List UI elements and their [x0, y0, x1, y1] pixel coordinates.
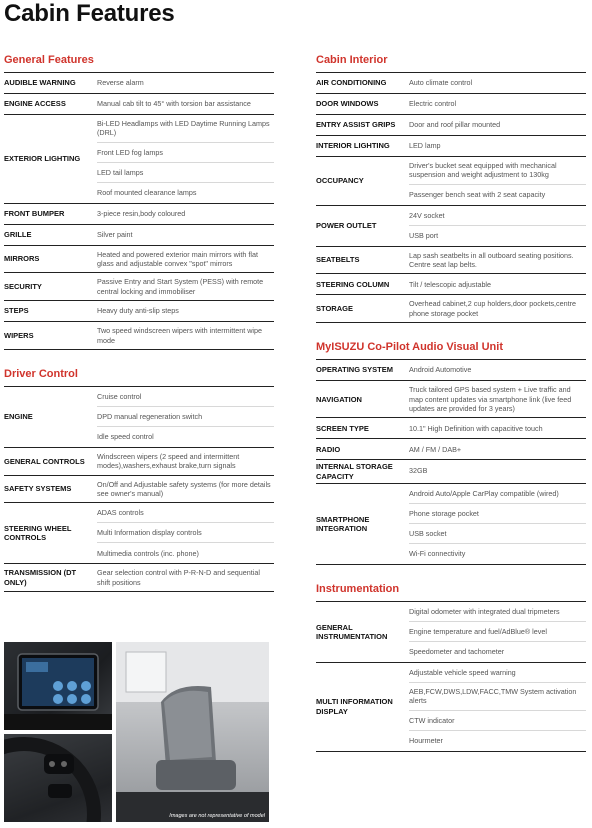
feature-label: INTERNAL STORAGE CAPACITY	[316, 462, 393, 481]
feature-label: SECURITY	[4, 282, 42, 292]
feature-values	[409, 73, 586, 93]
section-title: Cabin Interior	[316, 54, 586, 73]
feature-values	[97, 322, 274, 349]
feature-value: 10.1" High Definition with capacitive touch	[409, 423, 543, 433]
feature-row-general-controls	[4, 448, 274, 476]
feature-row-front-bumper	[4, 204, 274, 225]
feature-row-exterior-lighting	[4, 115, 274, 204]
feature-label: GENERAL CONTROLS	[4, 456, 85, 466]
feature-label: RADIO	[316, 444, 341, 454]
feature-value: On/Off and Adjustable safety systems (for more details see owner's manual)	[97, 479, 271, 498]
feature-value: Door and roof pillar mounted	[409, 120, 501, 130]
feature-values	[409, 136, 586, 156]
feature-row-audible-warning	[4, 73, 274, 94]
feature-value: Bi-LED Headlamps with LED Daytime Running Lamps (DRL)	[97, 115, 274, 143]
feature-value: CTW indicator	[409, 711, 586, 731]
feature-value: 24V socket	[409, 206, 586, 226]
feature-label: INTERIOR LIGHTING	[316, 141, 390, 151]
feature-value: Gear selection control with P-R-N-D and sequential shift positions	[97, 568, 260, 587]
feature-label: STEERING COLUMN	[316, 279, 390, 289]
feature-values	[409, 247, 586, 274]
feature-row-steering-column	[316, 274, 586, 295]
feature-values	[97, 94, 274, 114]
feature-values	[409, 381, 586, 417]
feature-value: Heated and powered exterior main mirrors with flat glass and adjustable convex "spot" mirrors	[97, 249, 258, 269]
feature-values	[97, 564, 274, 591]
feature-label: WIPERS	[4, 330, 34, 340]
feature-value: USB port	[409, 231, 439, 241]
infotainment-screen-image	[4, 642, 112, 730]
feature-values	[97, 204, 274, 224]
section-title: MyISUZU Co-Pilot Audio Visual Unit	[316, 341, 586, 360]
feature-value: Cruise control	[97, 387, 274, 407]
feature-value: 3-piece resin,body coloured	[97, 209, 186, 219]
feature-label: AIR CONDITIONING	[316, 78, 387, 88]
feature-value: Windscreen wipers (2 speed and intermittent modes),washers,exhaust brake,turn signals	[97, 451, 240, 471]
feature-label: ENGINE	[4, 412, 33, 422]
feature-value: Android Automotive	[409, 365, 472, 375]
feature-label: ENTRY ASSIST GRIPS	[316, 120, 396, 130]
feature-value: Digital odometer with integrated dual tripmeters	[409, 602, 586, 622]
feature-row-safety-systems	[4, 476, 274, 504]
feature-value: Speedometer and tachometer	[409, 647, 505, 657]
feature-label: FRONT BUMPER	[4, 209, 65, 219]
feature-value: AEB,FCW,DWS,LDW,FACC,TMW System activation alerts	[409, 683, 586, 711]
feature-row-door-windows	[316, 94, 586, 115]
feature-row-interior-lighting	[316, 136, 586, 157]
feature-values	[409, 663, 586, 751]
feature-value: Reverse alarm	[97, 78, 144, 88]
section-instrumentation	[316, 583, 586, 752]
feature-value: LED lamp	[409, 141, 441, 151]
feature-label: SAFETY SYSTEMS	[4, 484, 72, 494]
feature-values	[409, 94, 586, 114]
feature-row-multi-information-display	[316, 663, 586, 752]
section-title: Instrumentation	[316, 583, 586, 602]
section-title: Driver Control	[4, 368, 274, 387]
feature-label: EXTERIOR LIGHTING	[4, 154, 81, 164]
feature-values	[97, 476, 274, 503]
feature-label: ENGINE ACCESS	[4, 99, 66, 109]
feature-values	[97, 387, 274, 447]
feature-value: 32GB	[409, 465, 428, 475]
feature-label: TRANSMISSION (DT ONLY)	[4, 568, 77, 587]
feature-label: SMARTPHONE INTEGRATION	[316, 514, 370, 533]
left-column	[4, 54, 274, 610]
feature-value: Electric control	[409, 99, 457, 109]
feature-value: Truck tailored GPS based system + Live traffic and map content updates via smartphone link (live feed updates are provided for 3 years)	[409, 385, 572, 413]
feature-label: NAVIGATION	[316, 394, 362, 404]
feature-value: Multi Information display controls	[97, 523, 274, 543]
feature-value: Lap sash seatbelts in all outboard seating positions. Centre seat lap belts.	[409, 250, 574, 270]
photo-caption: Images are not representative of model	[169, 813, 265, 819]
feature-row-grille	[4, 225, 274, 246]
feature-values	[409, 418, 586, 438]
feature-value: ADAS controls	[97, 503, 274, 523]
feature-row-power-outlet	[316, 206, 586, 247]
feature-value: Overhead cabinet,2 cup holders,door pockets,centre phone storage pocket	[409, 299, 577, 318]
cabin-photos	[4, 642, 269, 822]
feature-value: LED tail lamps	[97, 163, 274, 183]
feature-row-radio	[316, 439, 586, 460]
feature-value: USB socket	[409, 524, 586, 544]
feature-value: Multimedia controls (inc. phone)	[97, 548, 199, 558]
feature-row-steps	[4, 301, 274, 322]
feature-values	[409, 360, 586, 380]
feature-row-engine-access	[4, 94, 274, 115]
feature-label: STORAGE	[316, 304, 353, 314]
feature-label: STEERING WHEEL CONTROLS	[4, 523, 72, 543]
feature-value: DPD manual regeneration switch	[97, 407, 274, 427]
feature-value: Wi-Fi connectivity	[409, 549, 466, 559]
feature-row-entry-assist-grips	[316, 115, 586, 136]
feature-values	[97, 301, 274, 321]
feature-values	[409, 460, 586, 483]
section-driver-control	[4, 368, 274, 592]
feature-row-internal-storage-capacity	[316, 460, 586, 484]
feature-value: Two speed windscreen wipers with intermittent wipe mode	[97, 326, 262, 345]
feature-values	[97, 448, 274, 475]
feature-row-security	[4, 273, 274, 301]
section-cabin-interior	[316, 54, 586, 323]
feature-value: Manual cab tilt to 45° with torsion bar assistance	[97, 99, 251, 109]
feature-row-transmission-dt-only	[4, 564, 274, 592]
feature-row-wipers	[4, 322, 274, 350]
right-column	[316, 54, 586, 770]
feature-row-mirrors	[4, 246, 274, 274]
feature-value: Tilt / telescopic adjustable	[409, 279, 492, 289]
feature-row-steering-wheel-controls	[4, 503, 274, 564]
feature-values	[409, 206, 586, 246]
feature-value: Auto climate control	[409, 78, 473, 88]
section-general-features	[4, 54, 274, 350]
section-title: General Features	[4, 54, 274, 73]
feature-row-seatbelts	[316, 247, 586, 275]
feature-value: Adjustable vehicle speed warning	[409, 663, 586, 683]
feature-label: AUDIBLE WARNING	[4, 78, 76, 88]
feature-label: OCCUPANCY	[316, 176, 364, 186]
page-title: Cabin Features	[4, 0, 175, 27]
feature-value: Idle speed control	[97, 432, 154, 442]
feature-values	[97, 273, 274, 300]
feature-values	[97, 246, 274, 273]
feature-value: Passive Entry and Start System (PESS) with remote central locking and immobiliser	[97, 277, 264, 296]
feature-row-occupancy	[316, 157, 586, 206]
feature-value: Android Auto/Apple CarPlay compatible (wired)	[409, 484, 586, 504]
feature-label: MULTI INFORMATION DISPLAY	[316, 697, 393, 716]
feature-value: Driver's bucket seat equipped with mechanical suspension and weight adjustment to 130kg	[409, 157, 586, 185]
feature-values	[409, 274, 586, 294]
feature-value: AM / FM / DAB+	[409, 444, 462, 454]
feature-values	[97, 115, 274, 203]
feature-label: GRILLE	[4, 230, 32, 240]
feature-label: GENERAL INSTRUMENTATION	[316, 622, 388, 641]
feature-values	[97, 503, 274, 563]
feature-row-smartphone-integration	[316, 484, 586, 565]
feature-value: Front LED fog lamps	[97, 143, 274, 163]
feature-row-engine	[4, 387, 274, 448]
feature-values	[409, 602, 586, 662]
feature-values	[409, 439, 586, 459]
feature-label: POWER OUTLET	[316, 221, 377, 231]
feature-value: Phone storage pocket	[409, 504, 586, 524]
feature-values	[97, 225, 274, 245]
feature-value: Hourmeter	[409, 736, 443, 746]
cabin-seat-image	[116, 642, 269, 822]
feature-label: DOOR WINDOWS	[316, 99, 379, 109]
feature-values	[409, 295, 586, 322]
feature-values	[97, 73, 274, 93]
feature-values	[409, 115, 586, 135]
feature-row-air-conditioning	[316, 73, 586, 94]
section-myisuzu	[316, 341, 586, 565]
feature-value: Passenger bench seat with 2 seat capacity	[409, 190, 546, 200]
feature-value: Engine temperature and fuel/AdBlue® level	[409, 622, 586, 642]
feature-value: Roof mounted clearance lamps	[97, 188, 197, 198]
feature-value: Heavy duty anti-slip steps	[97, 306, 179, 316]
feature-row-screen-type	[316, 418, 586, 439]
feature-label: SCREEN TYPE	[316, 423, 369, 433]
feature-row-general-instrumentation	[316, 602, 586, 663]
feature-row-operating-system	[316, 360, 586, 381]
feature-label: OPERATING SYSTEM	[316, 365, 393, 375]
feature-row-navigation	[316, 381, 586, 418]
feature-value: Silver paint	[97, 230, 133, 240]
feature-values	[409, 157, 586, 205]
feature-label: MIRRORS	[4, 254, 40, 264]
feature-label: STEPS	[4, 306, 29, 316]
feature-values	[409, 484, 586, 564]
steering-wheel-controls-image	[4, 734, 112, 822]
feature-label: SEATBELTS	[316, 255, 360, 265]
feature-row-storage	[316, 295, 586, 323]
